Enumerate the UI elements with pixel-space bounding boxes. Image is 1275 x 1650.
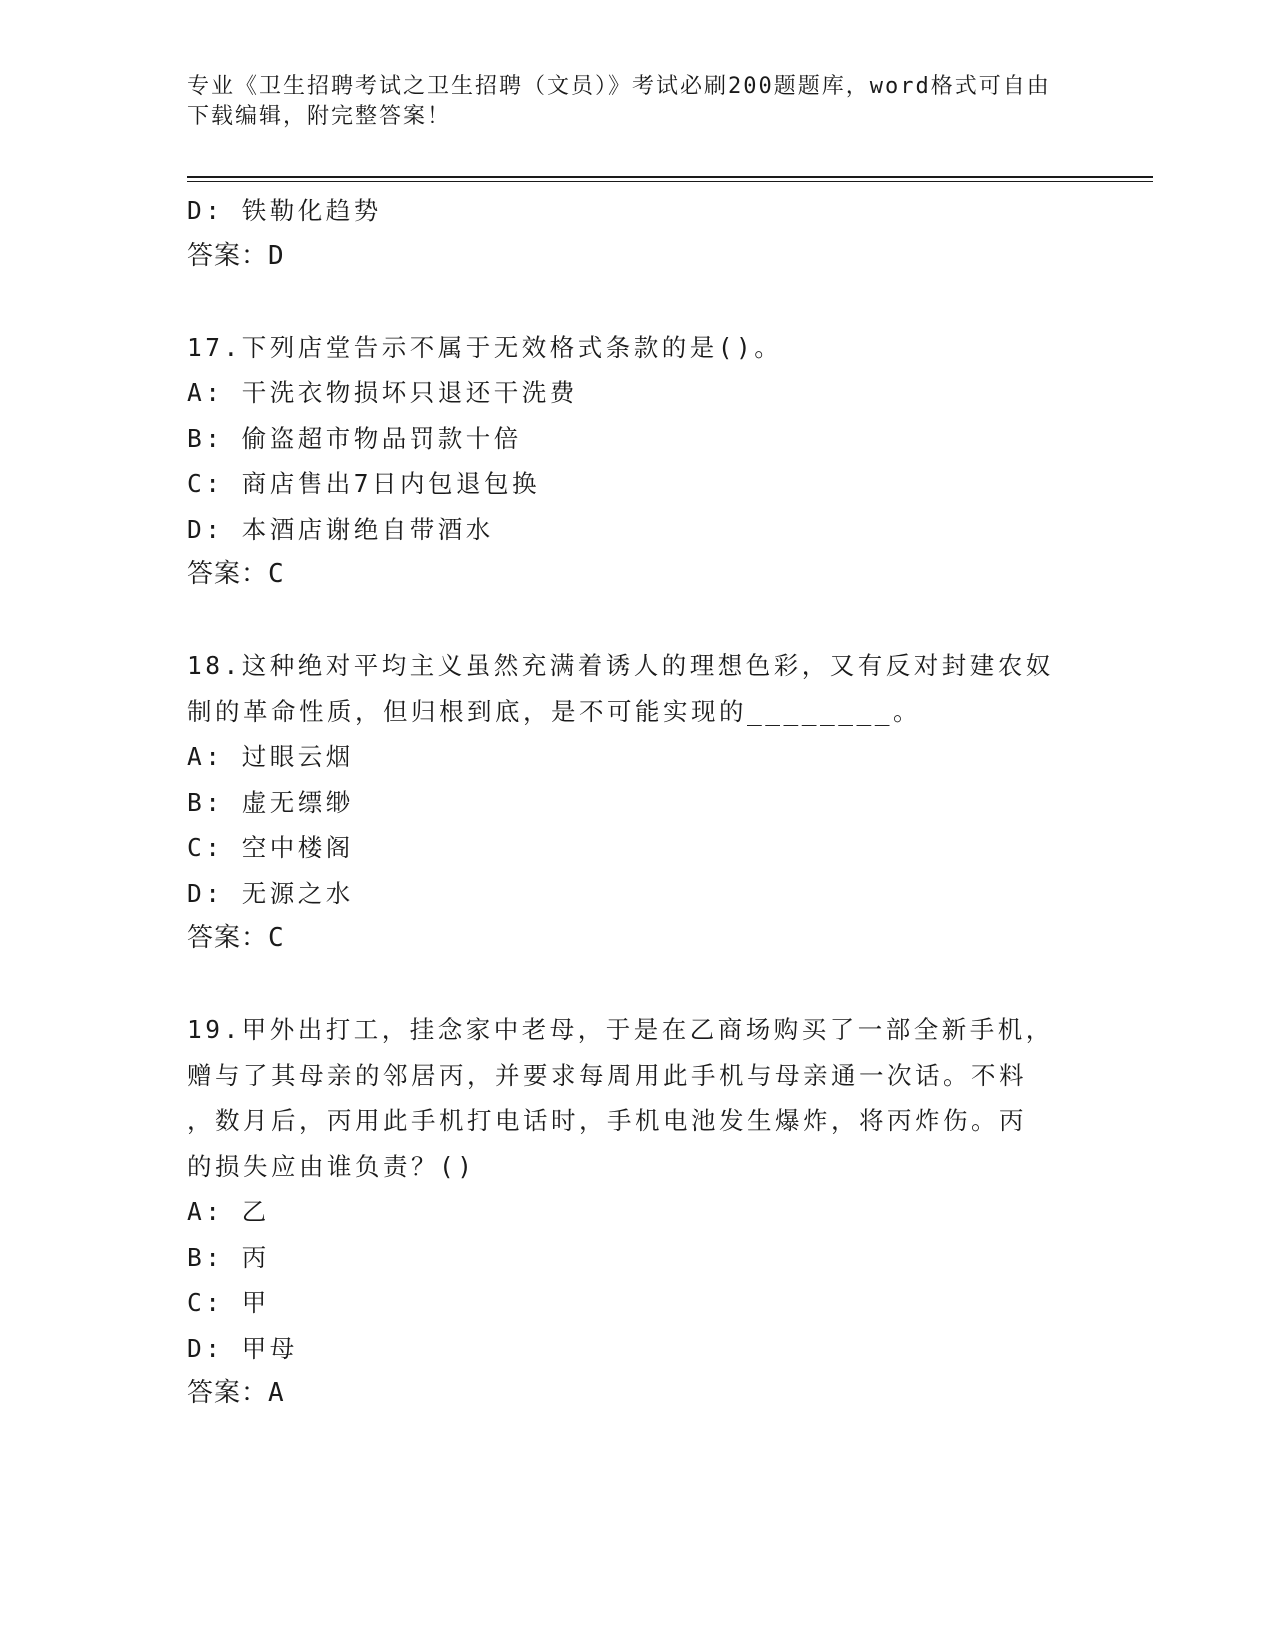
header-rule-thick — [187, 176, 1153, 178]
option-a: A: 干洗衣物损坏只退还干洗费 — [187, 378, 578, 407]
question-18 — [187, 643, 1087, 962]
option-a: A: 过眼云烟 — [187, 742, 354, 771]
option-d: D: 本酒店谢绝自带酒水 — [187, 514, 494, 544]
question-stem-line: ，数月后，丙用此手机打电话时，手机电池发生爆炸，将丙炸伤。丙 — [187, 1106, 1027, 1135]
question-19 — [187, 1007, 1087, 1417]
option-c: C: 空中楼阁 — [187, 833, 354, 862]
prev-question-answer: 答案：D — [187, 240, 285, 271]
header-rule-thin — [187, 181, 1153, 182]
question-stem-line: 18.这种绝对平均主义虽然充满着诱人的理想色彩，又有反对封建农奴 — [187, 651, 1054, 680]
option-b: B: 虚无缥缈 — [187, 787, 354, 817]
question-answer: 答案：C — [187, 923, 285, 953]
question-17 — [187, 325, 1087, 598]
option-c: C: 甲 — [187, 1288, 270, 1317]
question-stem: 17.下列店堂告示不属于无效格式条款的是()。 — [187, 332, 783, 362]
question-answer: 答案：C — [187, 559, 285, 589]
document-header: 专业《卫生招聘考试之卫生招聘（文员）》考试必刷200题题库，word格式可自由下载编辑，附完整答案！ — [187, 74, 1051, 129]
question-stem-line: 的损失应由谁负责？() — [187, 1151, 476, 1181]
document-body — [187, 188, 1087, 1417]
option-b: B: 偷盗超市物品罚款十倍 — [187, 423, 522, 453]
question-stem-line: 制的革命性质，但归根到底，是不可能实现的________。 — [187, 696, 921, 726]
spacer — [187, 962, 1087, 1008]
option-c: C: 商店售出7日内包退包换 — [187, 469, 540, 498]
prev-question-option-d: D: 铁勒化趋势 — [187, 196, 382, 225]
question-stem-line: 19.甲外出打工，挂念家中老母，于是在乙商场购买了一部全新手机， — [187, 1015, 1054, 1044]
spacer — [187, 279, 1087, 325]
option-d: D: 无源之水 — [187, 878, 354, 908]
option-a: A: 乙 — [187, 1197, 270, 1226]
spacer — [187, 598, 1087, 644]
option-d: D: 甲母 — [187, 1333, 298, 1363]
question-answer: 答案：A — [187, 1378, 285, 1408]
question-stem-line: 赠与了其母亲的邻居丙，并要求每周用此手机与母亲通一次话。不料 — [187, 1060, 1027, 1090]
option-b: B: 丙 — [187, 1242, 270, 1272]
